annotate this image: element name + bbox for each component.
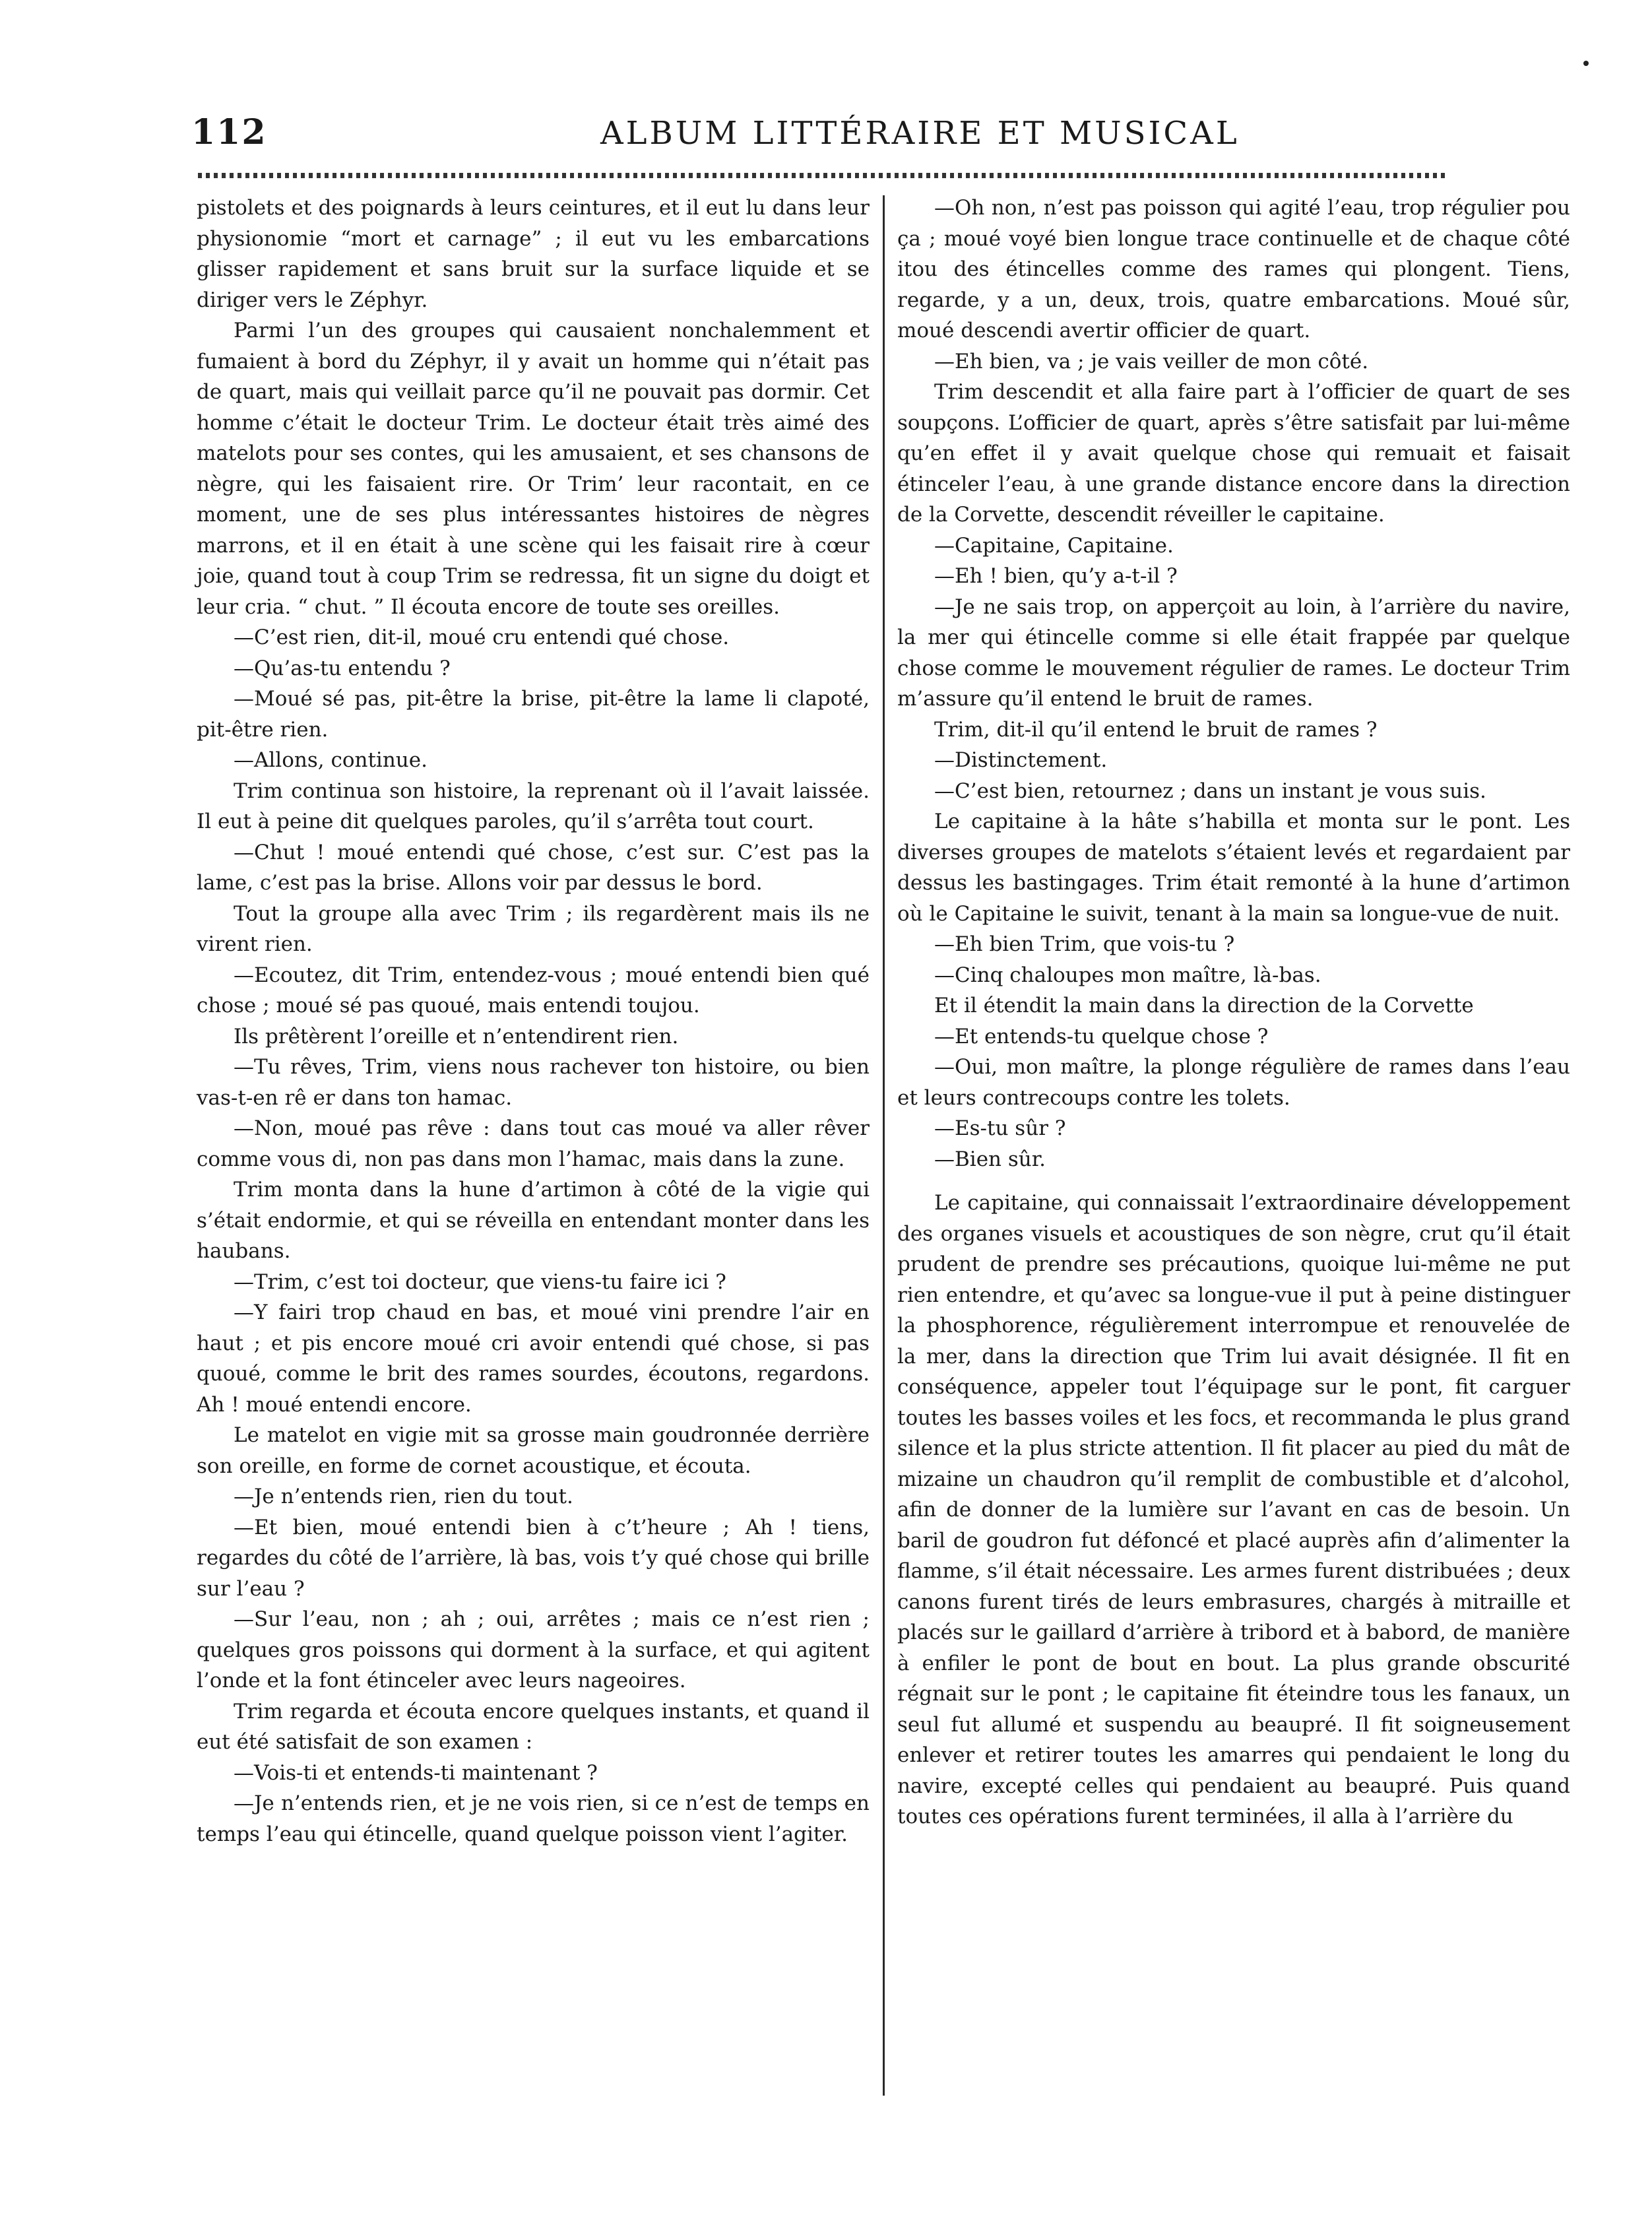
paragraph: Le capitaine à la hâte s’habilla et monta sur le pont. Les diverses groupes de matelots s’étaient levés et regardaient par dessus les bastingages. Trim était remonté à la hune d’artimon où le Capitaine le suivit, tenant à la main sa longue-vue de nuit. (897, 810, 1570, 926)
paragraph: Tout la groupe alla avec Trim ; ils regardèrent mais ils ne virent rien. (197, 901, 870, 956)
paragraph: Parmi l’un des groupes qui causaient nonchalemment et fumaient à bord du Zéphyr, il y avait un homme qui n’était pas de quart, mais qui veillait parce qu’il ne pouvait pas dormir. Cet homme c’était le docteur Trim. Le docteur était très aimé des matelots pour ses contes, qui les amusaient, et ses chansons de nègre, qui les faisaient rire. Or Trim’ leur racontait, en ce moment, une de ses plus intéressantes histoires de nègres marrons, et il en était à une scène qui les faisait rire à cœur joie, quand tout à coup Trim se redressa, fit un signe du doigt et leur cria. “ chut. ” Il écouta encore de toute ses oreilles. (197, 319, 870, 619)
paragraph: —Je n’entends rien, rien du tout. (234, 1485, 573, 1508)
paragraph: Trim regarda et écouta encore quelques instants, et quand il eut été satisfait de son examen : (197, 1699, 870, 1754)
paragraph: pistolets et des poignards à leurs ceintures, et il eut lu dans leur physionomie “mort et carnage” ; il eut vu les embarcations glisser rapidement et sans bruit sur la surface liquide et se diriger vers le Zéphyr. (197, 196, 870, 312)
paragraph: —Bien sûr. (934, 1147, 1046, 1171)
paragraph: Trim continua son histoire, la reprenant où il l’avait laissée. Il eut à peine dit quelques paroles, qu’il s’arrêta tout court. (197, 779, 870, 833)
paragraph: —C’est rien, dit-il, moué cru entendi qué chose. (234, 626, 730, 649)
paragraph: —Je ne sais trop, on apperçoit au loin, à l’arrière du navire, la mer qui étincelle comme si elle était frappée par quelque chose comme le mouvement régulier de rames. Le docteur Trim m’assure qu’il entend le bruit de rames. (897, 595, 1570, 711)
paragraph: —Es-tu sûr ? (934, 1116, 1066, 1140)
paragraph: Ils prêtèrent l’oreille et n’entendirent rien. (234, 1024, 679, 1048)
paragraph: —Ecoutez, dit Trim, entendez-vous ; moué entendi bien qué chose ; moué sé pas quoué, mais entendi toujou. (197, 963, 870, 1017)
column-divider (883, 195, 885, 2096)
paragraph: Le matelot en vigie mit sa grosse main goudronnée derrière son oreille, en forme de cornet acoustique, et écouta. (197, 1423, 870, 1478)
page-number: 112 (191, 112, 267, 152)
paragraph: Trim, dit-il qu’il entend le bruit de rames ? (934, 717, 1378, 742)
ink-speck (1583, 61, 1589, 66)
paragraph: —Distinctement. (934, 748, 1108, 772)
paragraph: —Trim, c’est toi docteur, que viens-tu faire ici ? (234, 1270, 726, 1294)
paragraph: —Qu’as-tu entendu ? (234, 656, 451, 680)
paragraph: —Je n’entends rien, et je ne vois rien, si ce n’est de temps en temps l’eau qui étincelle, quand quelque poisson vient l’agiter. (197, 1791, 870, 1846)
paragraph: —Eh ! bien, qu’y a-t-il ? (934, 564, 1178, 588)
paragraph: —Oui, mon maître, la plonge régulière de rames dans l’eau et leurs contrecoups contre les tolets. (897, 1055, 1570, 1110)
paragraph: —Oh non, n’est pas poisson qui agité l’eau, trop régulier pou ça ; moué voyé bien longue trace continuelle et de chaque côté itou des étincelles comme des rames qui plongent. Tiens, regarde, y a un, deux, trois, quatre embarcations. Moué sûr, moué descendi avertir officier de quart. (897, 196, 1570, 342)
paragraph: —Chut ! moué entendi qué chose, c’est sur. C’est pas la lame, c’est pas la brise. Allons voir par dessus le bord. (197, 840, 870, 895)
page-header (191, 112, 1445, 165)
paragraph: —Cinq chaloupes mon maître, là-bas. (934, 963, 1321, 987)
paragraph: —Non, moué pas rêve : dans tout cas moué va aller rêver comme vous di, non pas dans mon l’hamac, mais dans la zune. (197, 1116, 870, 1171)
paragraph: —Eh bien Trim, que vois-tu ? (934, 932, 1235, 956)
paragraph: —Y fairi trop chaud en bas, et moué vini prendre l’air en haut ; et pis encore moué cri avoir entendi qué chose, si pas quoué, comme le brit des rames sourdes, écoutons, regardons. Ah ! moué entendi encore. (197, 1301, 870, 1417)
paragraph: —Moué sé pas, pit-être la brise, pit-être la lame li clapoté, pit-être rien. (197, 687, 870, 742)
paragraph: —Capitaine, Capitaine. (934, 533, 1174, 558)
running-title: ALBUM LITTÉRAIRE ET MUSICAL (600, 115, 1240, 152)
paragraph: Et il étendit la main dans la direction de la Corvette (934, 994, 1474, 1017)
paragraph: Trim monta dans la hune d’artimon à côté de la vigie qui s’était endormie, et qui se réveilla en entendant monter dans les haubans. (197, 1178, 870, 1263)
paragraph: —Et entends-tu quelque chose ? (934, 1024, 1269, 1048)
header-rule (198, 173, 1445, 178)
right-column (897, 193, 1570, 1832)
paragraph: —Tu rêves, Trim, viens nous rachever ton histoire, ou bien vas-t-en rê er dans ton hamac. (197, 1055, 870, 1110)
paragraph: —Eh bien, va ; je vais veiller de mon côté. (934, 349, 1369, 373)
paragraph: —Allons, continue. (234, 748, 428, 772)
paragraph: —Vois-ti et entends-ti maintenant ? (234, 1760, 598, 1785)
paragraph: Trim descendit et alla faire part à l’officier de quart de ses soupçons. L’officier de quart, après s’être satisfait par lui-même qu’en effet il y avait quelque chose qui remuait et faisait étinceler l’eau, à une grande distance encore dans la direction de la Corvette, descendit réveiller le capitaine. (897, 380, 1570, 527)
left-column (197, 193, 870, 1850)
paragraph: —Et bien, moué entendi bien à c’t’heure ; Ah ! tiens, regardes du côté de l’arrière, là bas, vois t’y qué chose qui brille sur l’eau ? (197, 1515, 870, 1601)
paragraph: Le capitaine, qui connaissait l’extraordinaire développement des organes visuels et acoustiques de son nègre, crut qu’il était prudent de prendre ses précautions, quoique lui-même ne put rien entendre, et qu’avec sa longue-vue il put à peine distinguer la phosphorence, régulièrement interrompue et renouvelée de la mer, dans la direction que Trim lui avait désignée. Il fit en conséquence, appeler tout l’équipage sur le pont, fit carguer toutes les basses voiles et les focs, et recommanda le plus grand silence et la plus stricte attention. Il fit placer au pied du mât de mizaine un chaudron qu’il remplit de combustible et d’alcohol, afin de donner de la lumière sur l’avant en cas de besoin. Un baril de goudron fut défoncé et placé auprès afin d’alimenter la flamme, s’il était nécessaire. Les armes furent distribuées ; deux canons furent tirés de leurs embrasures, chargés à mitraille et placés sur le gaillard d’arrière à tribord et à babord, de manière à enfiler le pont de bout en bout. La plus grande obscurité régnait sur le pont ; le capitaine fit éteindre tous les fanaux, un seul fut allumé et suspendu au beaupré. Il fit soigneusement enlever et retirer toutes les amarres qui pendaient le long du navire, excepté celles qui pendaient au beaupré. Puis quand toutes ces opérations furent terminées, il alla à l’arrière du (897, 1191, 1570, 1828)
paragraph: —C’est bien, retournez ; dans un instant je vous suis. (934, 779, 1486, 803)
paragraph: —Sur l’eau, non ; ah ; oui, arrêtes ; mais ce n’est rien ; quelques gros poissons qui dorment à la surface, et qui agitent l’onde et la font étinceler avec leurs nageoires. (197, 1607, 870, 1692)
